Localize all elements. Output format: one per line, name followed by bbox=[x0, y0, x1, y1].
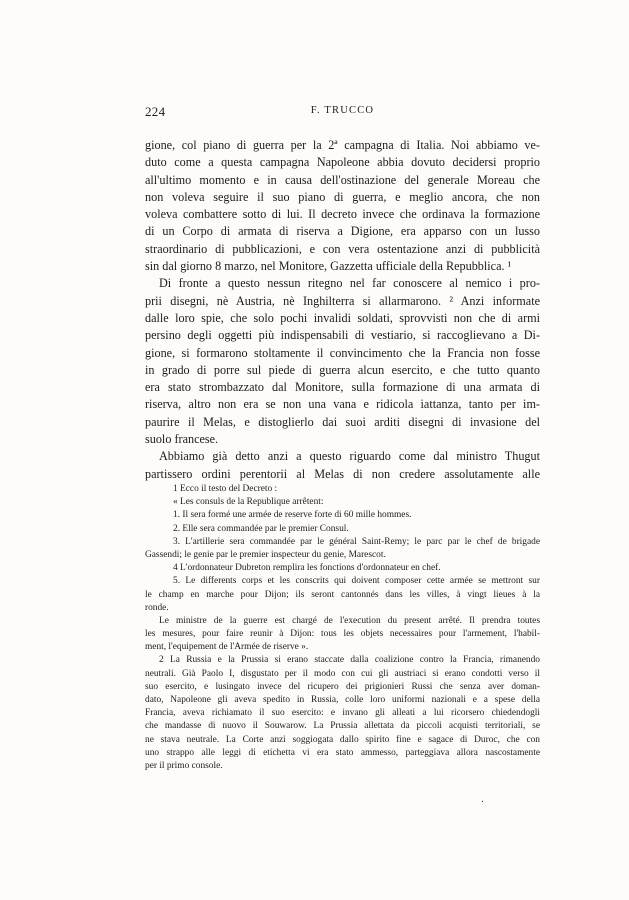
footnote-line: les mesures, pour faire reunir à Dijon: tous les objets necessaires pour l'armement, l'habil- bbox=[145, 629, 540, 640]
body-line: gione, si formarono stoltamente il convincimento che la Francia non fosse bbox=[145, 345, 540, 360]
footnote-line: 1 Ecco il testo del Decreto : bbox=[173, 484, 278, 494]
footnote-line: uno strappo alle leggi di etichetta vi era stato ammesso, parteggiava allora nascostamente bbox=[145, 747, 540, 758]
body-text bbox=[145, 137, 540, 483]
body-line: paurire il Melas, e distoglierlo dai suoi arditi disegni di invasione del bbox=[145, 414, 540, 429]
footnote-line: ronde. bbox=[145, 602, 169, 613]
footnote-line: 2. Elle sera commandée par le premier Consul. bbox=[173, 523, 349, 534]
body-line: non voleva seguire il suo piano di guerra, e meglio ancora, che non bbox=[145, 189, 540, 204]
footnote-line: le champ en marche pour Dijon; ils seront cantonnés dans les villes, à vingt lieues à la bbox=[145, 589, 540, 600]
footnote-line: Le ministre de la guerre est chargé de l'execution du present arrêté. Il prendra toutes bbox=[159, 615, 540, 626]
footnote-line: ne stava neutrale. La Corte anzi soggiogata dallo spirito fine e sagace di Duroc, che con bbox=[145, 734, 540, 745]
footnote-line: « Les consuls de la Republique arrêtent: bbox=[173, 497, 324, 508]
footnote-line: neutrali. Già Paolo I, disgustato per il modo con cui gli austriaci si erano condotti verso il bbox=[145, 668, 540, 679]
body-line: di un Corpo di armata di riserva a Digione, era apparso con un lusso bbox=[145, 224, 540, 239]
body-line: prii disegni, nè Austria, nè Inghilterra si allarmarono. ² Anzi informate bbox=[145, 293, 540, 308]
page-number: 224 bbox=[145, 104, 166, 119]
footnote-line: suo esercito, e lusingato invece del ricupero dei prigionieri Russi che senza aver doman- bbox=[145, 681, 540, 692]
body-line: duto come a questa campagna Napoleone abbia dovuto decidersi proprio bbox=[145, 155, 540, 170]
body-line: Abbiamo già detto anzi a questo riguardo come dal ministro Thugut bbox=[159, 449, 540, 464]
body-line: voleva combattere sotto di lui. Il decreto invece che ordinava la formazione bbox=[145, 207, 540, 222]
body-line: suolo francese. bbox=[145, 432, 219, 447]
footnotes bbox=[145, 483, 540, 773]
body-line: in grado di porre sul piede di guerra alcun esercito, e che tutto quanto bbox=[145, 362, 540, 377]
footnote-line: 1. Il sera formé une armée de reserve forte di 60 mille hommes. bbox=[173, 510, 412, 521]
body-line: era stato strombazzato dal Monitore, sulla formazione di una armata di bbox=[145, 380, 540, 395]
body-line: riserva, altro non era se non una vana e ridicola iattanza, tanto per im- bbox=[145, 397, 540, 412]
footnote-line: Francia, aveva richiamato il suo esercito: e invano gli alleati a lui ricorsero chiedendogli bbox=[145, 708, 540, 719]
body-line: gione, col piano di guerra per la 2ª campagna di Italia. Noi abbiamo ve- bbox=[145, 138, 540, 152]
footnote-line: dato, Napoleone gli aveva spedito in Russia, colle loro uniformi nazionali e a spese della bbox=[145, 695, 540, 705]
body-line: dalle loro spie, che solo pochi invalidi soldati, sprovvisti non che di armi bbox=[145, 310, 540, 325]
footnote-line: 4 L'ordonnateur Dubreton remplira les fonctions d'ordonnateur en chef. bbox=[173, 563, 441, 574]
footnote-line: 2 La Russia e la Prussia si erano staccate dalla coalizione contro la Francia, rimanendo bbox=[159, 655, 540, 666]
body-line: Di fronte a questo nessun ritegno nel far conoscere al nemico i pro- bbox=[159, 276, 540, 291]
footnote-line: 3. L'artillerie sera commandée par le général Saint-Remy; le parc par le chef de brigade bbox=[173, 536, 540, 547]
body-line: partissero ordini perentorii al Melas di non credere assolutamente alle bbox=[145, 466, 540, 481]
page-header bbox=[145, 104, 540, 120]
footer-mark: . bbox=[481, 795, 484, 805]
body-line: sin dal giorno 8 marzo, nel Monitore, Gazzetta ufficiale della Repubblica. ¹ bbox=[145, 259, 512, 274]
body-line: all'ultimo momento e in causa dell'ostinazione del generale Moreau che bbox=[145, 172, 540, 187]
body-line: persino degli oggetti più indispensabili di vestiario, si raccoglievano a Di- bbox=[145, 328, 540, 343]
footnote-line: per il primo console. bbox=[145, 760, 223, 771]
running-head: F. TRUCCO bbox=[310, 105, 375, 116]
footnote-line: che mandasse di nuovo il Souwarow. La Prussia allettata da piccoli acquisti territoriali, se bbox=[145, 721, 540, 732]
body-line: straordinario di pubblicazioni, e con vera ostentazione anzi di pubblicità bbox=[145, 241, 540, 256]
footnote-line: Gassendi; le genie par le premier inspecteur du genie, Marescot. bbox=[145, 549, 386, 560]
footnote-line: 5. Le differents corps et les conscrits qui doivent composer cette armée se mettront sur bbox=[173, 576, 540, 587]
footnote-line: ment, l'equipement de l'Armée de riserve ». bbox=[145, 642, 309, 653]
